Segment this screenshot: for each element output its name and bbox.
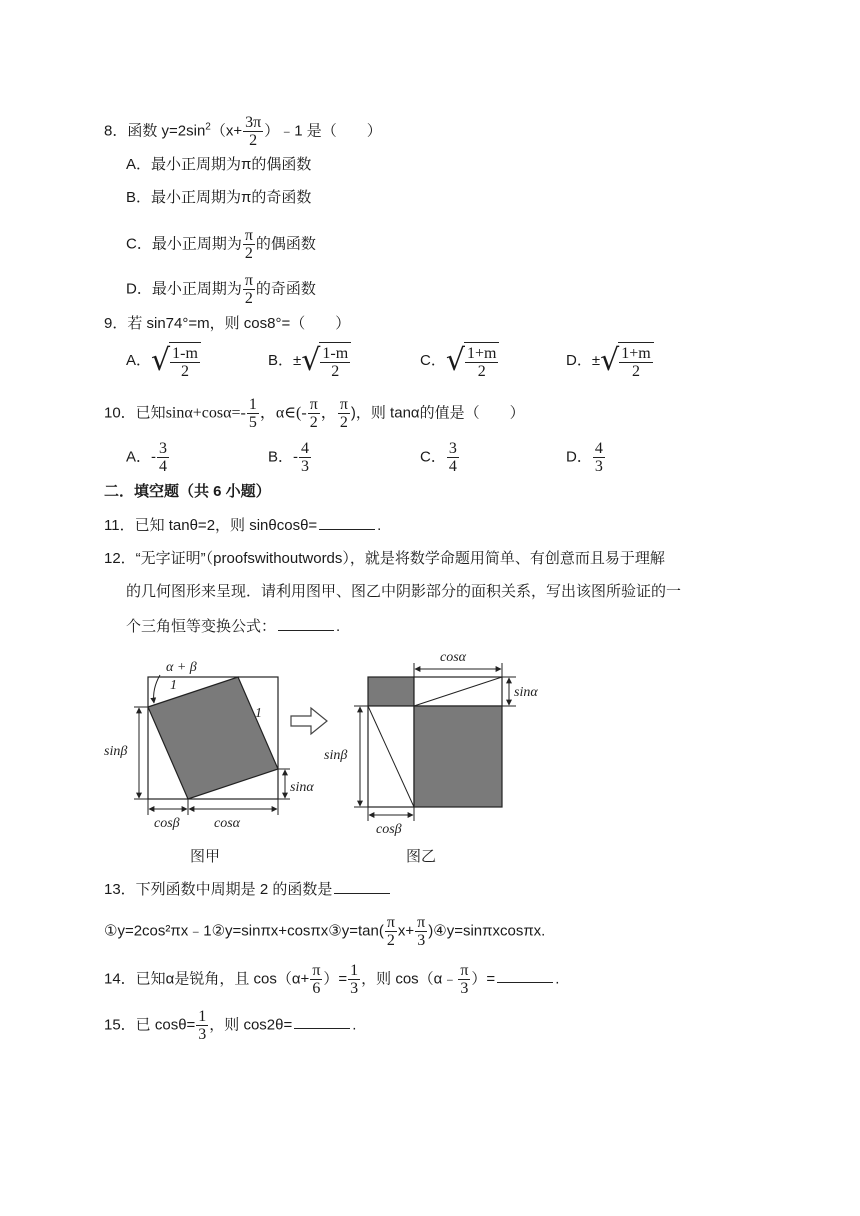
shaded-large-rect xyxy=(414,706,502,807)
answer-blank[interactable] xyxy=(319,514,375,530)
fraction: $\frac{1}{3}$ xyxy=(198,1008,207,1043)
answer-blank[interactable] xyxy=(294,1013,350,1029)
fraction: $\frac{3\pi}{2}$ xyxy=(245,114,262,149)
label-one: 1 xyxy=(255,706,262,721)
question-8-option-b: B．最小正周期为π的奇函数 xyxy=(126,189,312,206)
fraction: $\frac{4}{3}$ xyxy=(301,440,310,475)
fraction: $\frac{\pi}{2}$ xyxy=(309,396,318,431)
fraction: $\frac{1}{3}$ xyxy=(350,962,359,997)
fraction: $\frac{\pi}{2}$ xyxy=(339,396,348,431)
shaded-small-rect xyxy=(368,677,414,706)
figure-left xyxy=(104,660,314,865)
answer-blank[interactable] xyxy=(278,615,334,631)
fraction: $\frac{4}{3}$ xyxy=(594,440,603,475)
question-9-option-c: C． √ $\frac{1+m}{2}$ xyxy=(420,342,499,380)
sqrt-expression: √ $\frac{1-m}{2}$ xyxy=(301,342,351,380)
caption-right: 图乙 xyxy=(406,847,437,865)
right-arrow-icon xyxy=(291,708,327,734)
section-heading: 二．填空题（共 6 小题） xyxy=(104,483,271,500)
label-sin-alpha: sinα xyxy=(290,780,314,795)
question-8-option-a: A．最小正周期为π的偶函数 xyxy=(126,156,312,173)
question-8-option-c: C．最小正周期为 $\frac{\pi}{2}$ 的偶函数 xyxy=(126,227,316,262)
fraction: $\frac{1}{5}$ xyxy=(248,396,257,431)
question-10-option-c: C． $\frac{3}{4}$ xyxy=(420,440,457,475)
question-9-option-d: D．± √ $\frac{1+m}{2}$ xyxy=(566,342,654,380)
proof-figure xyxy=(104,645,564,870)
question-8-option-d: D．最小正周期为 $\frac{\pi}{2}$ 的奇函数 xyxy=(126,272,316,307)
label-alpha-plus-beta: α + β xyxy=(166,660,197,675)
question-10-option-a: A．- $\frac{3}{4}$ xyxy=(126,440,168,475)
label-cos-alpha: cosα xyxy=(440,650,467,665)
question-12-line-1: 12．“无字证明”（proofswithoutwords），就是将数学命题用简单、有创意而且易于理解 xyxy=(104,550,665,567)
question-12-line-3: 个三角恒等变换公式： . xyxy=(126,615,340,638)
question-11: 11．已知 tanθ=2，则 sinθcosθ= . xyxy=(104,514,381,537)
question-15: 15．已 cosθ= $\frac{1}{3}$ ，则 cos2θ= . xyxy=(104,1008,357,1043)
fraction: $\frac{\pi}{3}$ xyxy=(417,914,426,949)
fraction: $\frac{\pi}{2}$ xyxy=(386,914,395,949)
fraction: $\frac{3}{4}$ xyxy=(448,440,457,475)
question-12-line-2: 的几何图形来呈现．请利用图甲、图乙中阴影部分的面积关系，写出该图所验证的一 xyxy=(126,583,682,600)
question-9-option-a: A． √ $\frac{1-m}{2}$ xyxy=(126,342,201,380)
question-10-stem: 10．已知sinα+cosα=- $\frac{1}{5}$ ，α∈(- $\frac{\pi}{2}$ ， $\frac{\pi}{2}$ )，则 tanα的值是（ ） xyxy=(104,396,525,431)
question-13-stem: 13．下列函数中周期是 2 的函数是 xyxy=(104,878,392,901)
question-9-option-b: B．± √ $\frac{1-m}{2}$ xyxy=(268,342,351,380)
label-sin-beta: sinβ xyxy=(324,748,348,763)
angle-arrow xyxy=(154,675,160,703)
label-cos-alpha: cosα xyxy=(214,816,241,831)
sqrt-expression: √ $\frac{1+m}{2}$ xyxy=(600,342,654,380)
answer-blank[interactable] xyxy=(497,967,553,983)
sqrt-expression: √ $\frac{1-m}{2}$ xyxy=(151,342,201,380)
question-10-option-d: D． $\frac{4}{3}$ xyxy=(566,440,603,475)
figure-right xyxy=(324,650,538,865)
answer-blank[interactable] xyxy=(334,878,390,894)
label-cos-beta: cosβ xyxy=(376,822,402,837)
fraction: $\frac{\pi}{2}$ xyxy=(244,227,253,262)
label-sin-alpha: sinα xyxy=(514,685,538,700)
label-one: 1 xyxy=(170,678,177,693)
question-14: 14．已知α是锐角，且 cos（α+ $\frac{\pi}{6}$ ）= $\frac{1}{3}$ ，则 cos（α﹣ $\frac{\pi}{3}$ ）= . xyxy=(104,962,560,997)
question-9-stem: 9．若 sin74°=m，则 cos8°=（ ） xyxy=(104,315,351,332)
question-13-items: ①y=2cos²πx﹣1②y=sinπx+cosπx③y=tan( $\frac{\pi}{2}$ x+ $\frac{\pi}{3}$ )④y=sinπxcosπx. xyxy=(104,914,546,949)
label-cos-beta: cosβ xyxy=(154,816,180,831)
fraction: $\frac{3}{4}$ xyxy=(159,440,168,475)
question-10-option-b: B．- $\frac{4}{3}$ xyxy=(268,440,310,475)
fraction: $\frac{\pi}{3}$ xyxy=(460,962,469,997)
question-8-stem: 8．函数 $y=2\sin^2(x+$ $\frac{3\pi}{2}$ ）﹣1 是（ ） xyxy=(104,114,382,149)
fraction: $\frac{\pi}{6}$ xyxy=(312,962,321,997)
caption-left: 图甲 xyxy=(190,847,221,865)
fraction: $\frac{\pi}{2}$ xyxy=(244,272,253,307)
shaded-parallelogram xyxy=(148,677,278,799)
sqrt-expression: √ $\frac{1+m}{2}$ xyxy=(446,342,500,380)
label-sin-beta: sinβ xyxy=(104,744,128,759)
